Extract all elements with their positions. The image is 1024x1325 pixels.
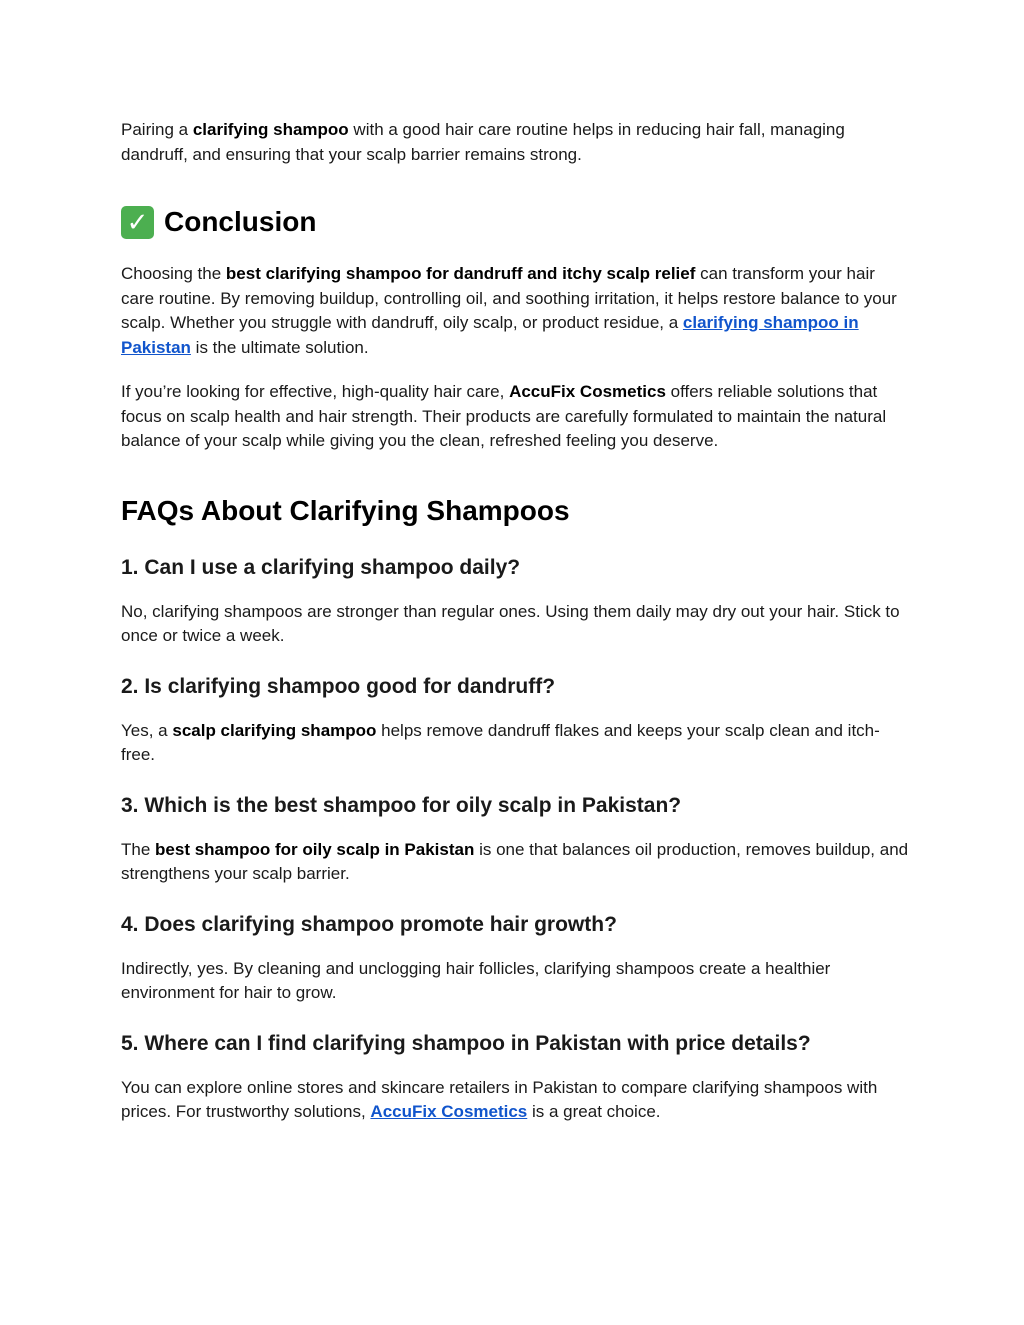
conclusion-p1-bold: best clarifying shampoo for dandruff and itchy scalp relief: [225, 264, 696, 283]
faq-answer-3: [121, 838, 911, 887]
faq-question-1: 1. Can I use a clarifying shampoo daily?: [121, 555, 521, 579]
faq-answer-1: No, clarifying shampoos are stronger than regular ones. Using them daily may dry out your hair. Stick to once or twice a week.: [121, 601, 900, 645]
conclusion-title: Conclusion: [164, 206, 317, 237]
faqs-heading: FAQs About Clarifying Shampoos: [121, 494, 570, 526]
conclusion-heading: [121, 204, 911, 240]
conclusion-p2-bold: AccuFix Cosmetics: [509, 382, 666, 401]
faq-answer-5: [121, 1076, 911, 1125]
conclusion-p1-end: is the ultimate solution.: [190, 337, 369, 357]
clarifying-shampoo-link[interactable]: clarifying shampoo in Pakistan: [121, 313, 859, 357]
faq-answer-3-text: The: [121, 839, 156, 859]
conclusion-paragraph-2: [121, 380, 911, 454]
intro-paragraph: [121, 118, 911, 167]
conclusion-p2-end: offers reliable solutions that focus on scalp health and hair strength. Their products are carefully formulated to maintain the natural balance of your scalp while giving you the clean, refreshed feeling you deserve.: [121, 382, 887, 450]
faq-answer-4: Indirectly, yes. By cleaning and unclogging hair follicles, clarifying shampoos create a healthier environment for hair to grow.: [121, 958, 831, 1002]
faq-answer-5-end: is a great choice.: [527, 1102, 661, 1121]
conclusion-p1-middle: can transform your hair care routine. By removing buildup, controlling oil, and soothing irritation, it helps restore balance to your scalp. Whether you struggle with dandruff, oily scalp, or product residue, a: [121, 264, 897, 332]
document-page: [121, 118, 911, 1125]
faq-answer-2: [121, 719, 911, 768]
faq-answer-2-bold: scalp clarifying shampoo: [172, 720, 377, 740]
faq-question-4: 4. Does clarifying shampoo promote hair growth?: [121, 912, 617, 936]
intro-text-end: with a good hair care routine helps in reducing hair fall, managing dandruff, and ensuring that your scalp barrier remains strong.: [121, 120, 845, 164]
faq-answer-5-text: You can explore online stores and skincare retailers in Pakistan to compare clarifying shampoos with prices. For trustworthy solutions,: [121, 1077, 878, 1121]
intro-bold-text: clarifying shampoo: [192, 120, 349, 139]
conclusion-p1-text: Choosing the: [121, 264, 226, 283]
faq-answer-3-bold: best shampoo for oily scalp in Pakistan: [155, 839, 475, 859]
faq-answer-3-end: is one that balances oil production, removes buildup, and strengthens your scalp barrier.: [121, 839, 909, 883]
check-mark-icon: ✓: [121, 206, 154, 239]
faq-answer-2-text: Yes, a: [121, 720, 173, 740]
faq-question-2: 2. Is clarifying shampoo good for dandruff?: [121, 674, 556, 698]
intro-text: Pairing a: [121, 120, 193, 139]
accufix-cosmetics-link[interactable]: AccuFix Cosmetics: [370, 1102, 528, 1121]
faq-answer-2-end: helps remove dandruff flakes and keeps your scalp clean and itch-free.: [121, 720, 880, 764]
conclusion-p2-text: If you’re looking for effective, high-quality hair care,: [121, 382, 510, 401]
conclusion-paragraph-1: [121, 262, 911, 360]
faq-question-5: 5. Where can I find clarifying shampoo in Pakistan with price details?: [121, 1031, 811, 1055]
faq-question-3: 3. Which is the best shampoo for oily scalp in Pakistan?: [121, 793, 682, 817]
